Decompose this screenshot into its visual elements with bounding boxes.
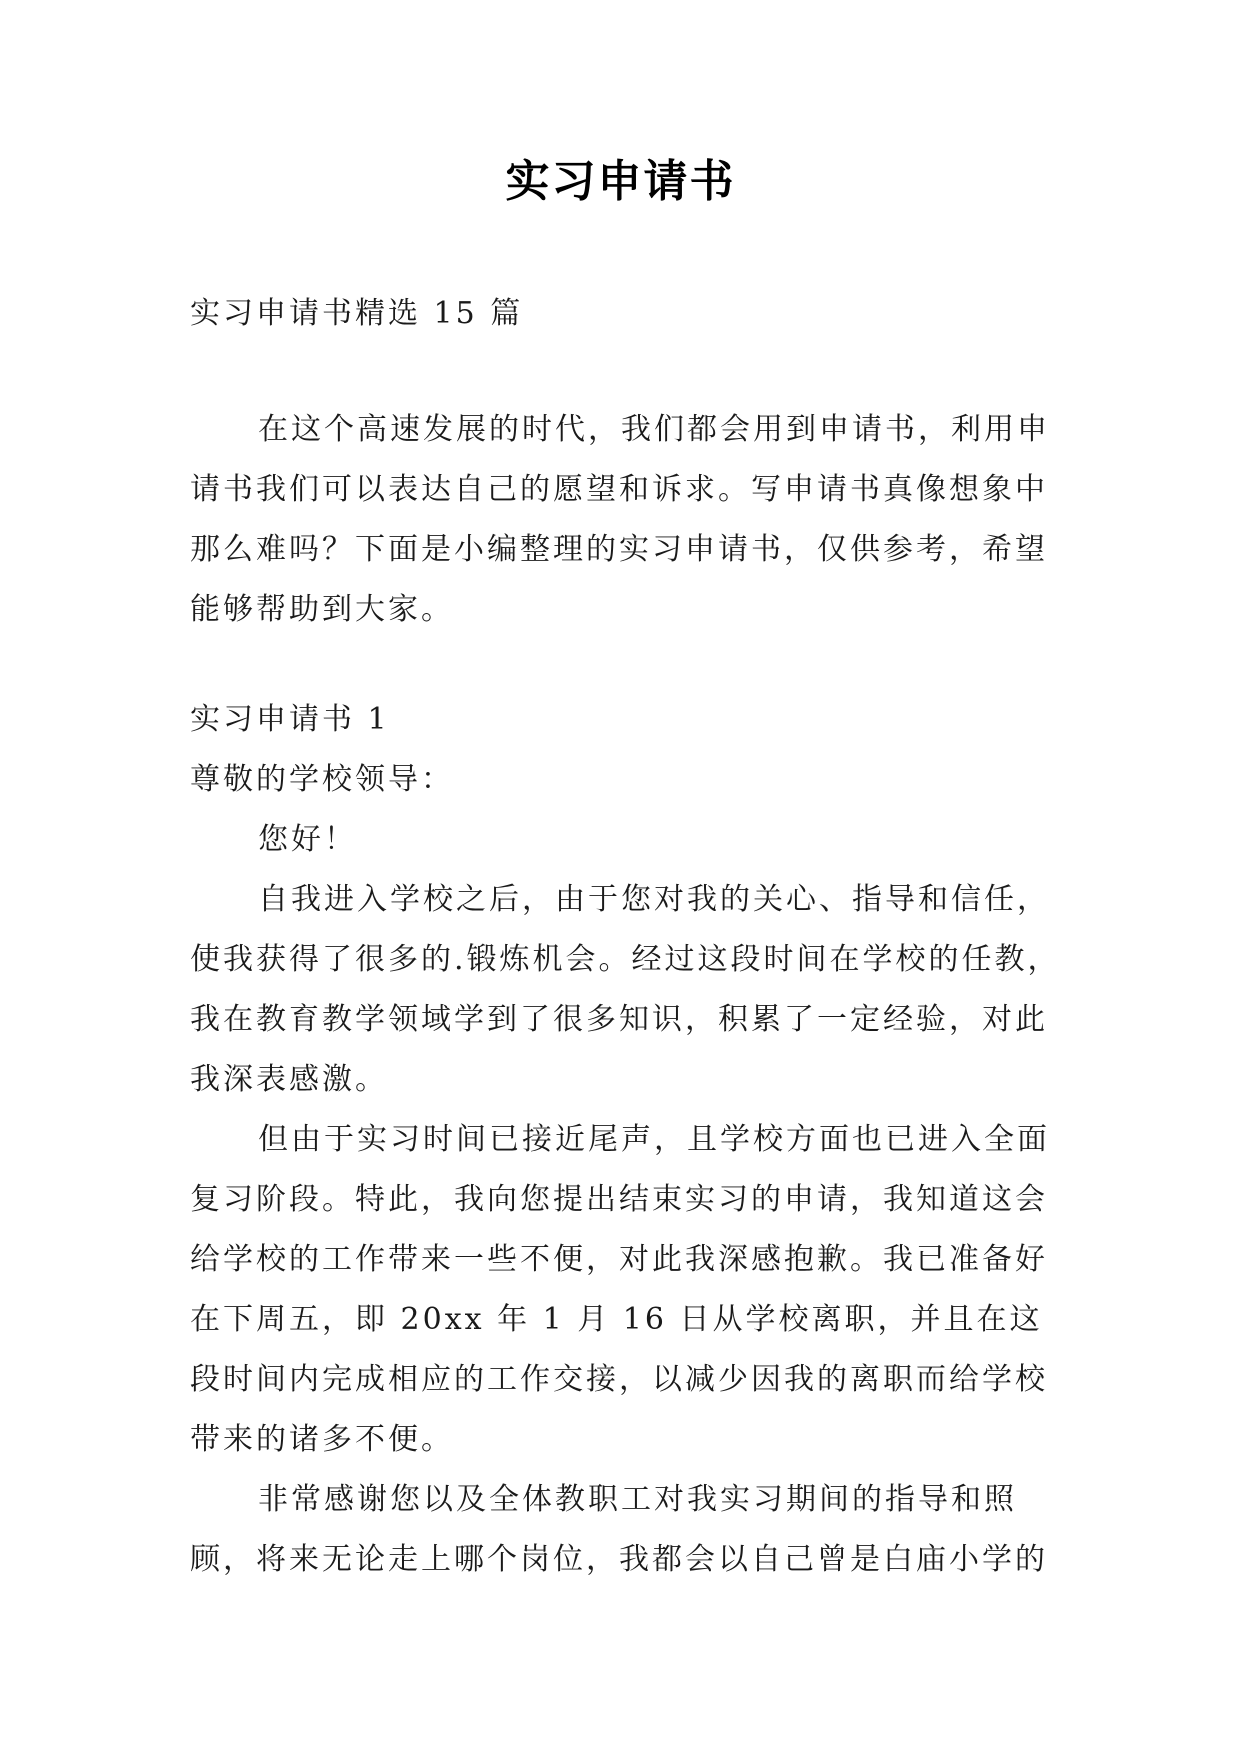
letter-body [190,690,1070,1590]
document-subtitle: 实习申请书精选 15 篇 [190,296,524,331]
page-title: 实习申请书 [505,156,736,207]
salutation: 尊敬的学校领导： [190,762,454,797]
body-paragraph: 自我进入学校之后，由于您对我的关心、指导和信任，使我获得了很多的.锻炼机会。经过这段时间在学校的任教，我在教育教学领域学到了很多知识，积累了一定经验，对此我深表感激。 [190,882,1061,1097]
section-heading: 实习申请书 1 [190,702,390,737]
intro-paragraph: 在这个高速发展的时代，我们都会用到申请书，利用申请书我们可以表达自己的愿望和诉求。写申请书真像想象中那么难吗？下面是小编整理的实习申请书，仅供参考，希望能够帮助到大家。 [190,412,1050,627]
greeting: 您好！ [258,822,357,857]
body-paragraph: 但由于实习时间已接近尾声，且学校方面也已进入全面复习阶段。特此，我向您提出结束实习的申请，我知道这会给学校的工作带来一些不便，对此我深感抱歉。我已准备好在下周五，即 20xx 年 1 月 16 日从学校离职，并且在这段时间内完成相应的工作交接，以减少因我的离职而给学校带来的诸多不便。 [190,1122,1050,1457]
body-paragraph: 非常感谢您以及全体教职工对我实习期间的指导和照顾，将来无论走上哪个岗位，我都会以自己曾是白庙小学的 [190,1482,1048,1577]
